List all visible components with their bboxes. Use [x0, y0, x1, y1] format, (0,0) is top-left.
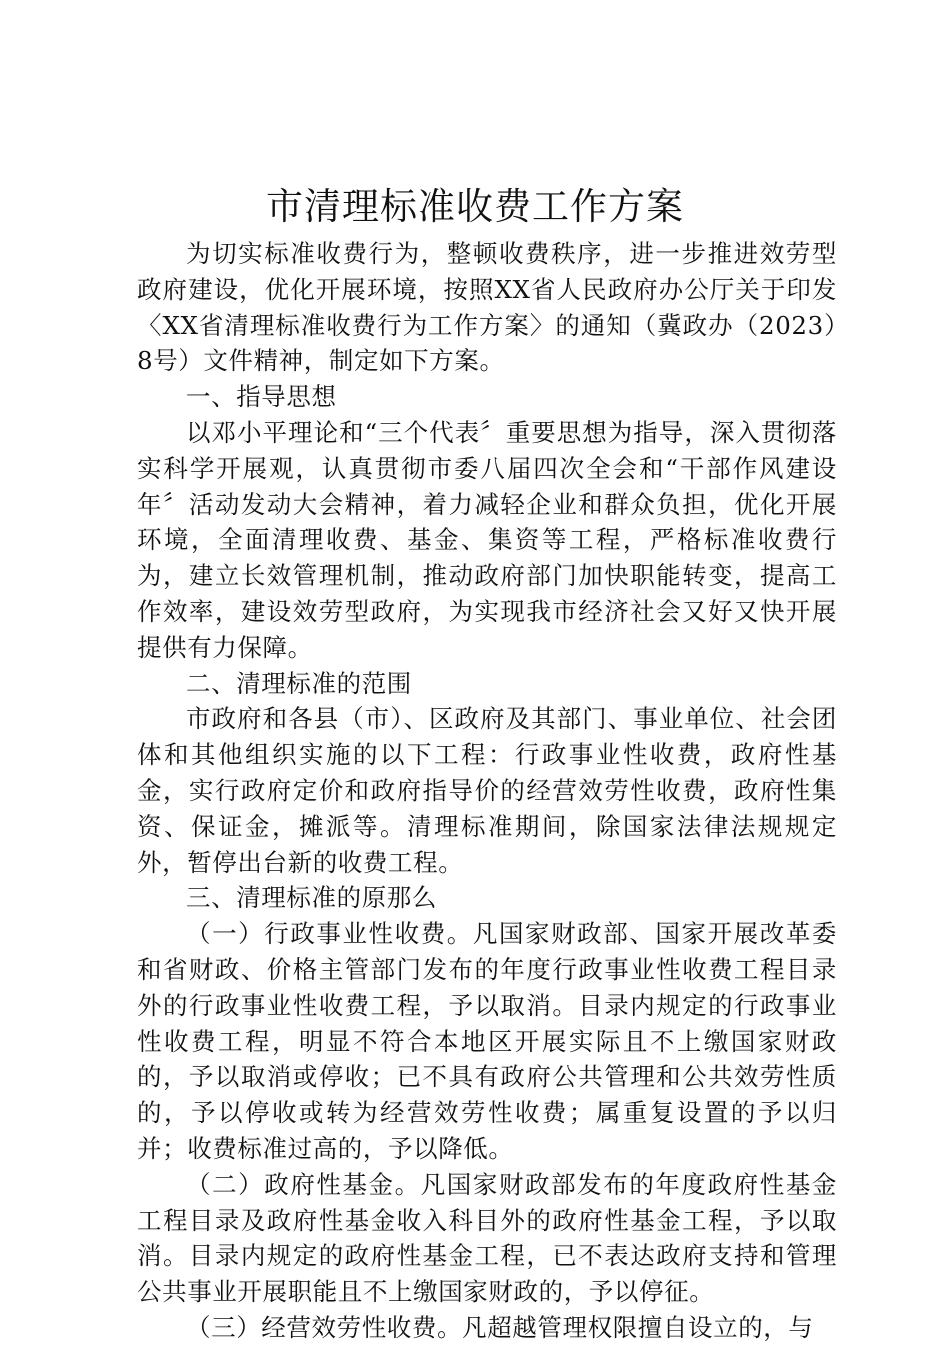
section-heading-guiding-ideology: 一、指导思想 — [186, 382, 337, 412]
guiding-ideology-paragraph: 以邓小平理论和“三个代表〞重要思想为指导，深入贯彻落实科学开展观，认真贯彻市委八届四次全会和“干部作风建设年〞活动发动大会精神，着力减轻企业和群众负担，优化开展环境，全面清理收费、基金、集资等工程，严格标准收费行为，建立长效管理机制，推动政府部门加快职能转变，提高工作效率，建设效劳型政府，为实现我市经济社会又好又快开展提供有力保障。 — [137, 417, 837, 662]
section-heading-scope: 二、清理标准的范围 — [186, 668, 412, 698]
scope-paragraph: 市政府和各县（市）、区政府及其部门、事业单位、社会团体和其他组织实施的以下工程：行政事业性收费，政府性基金，实行政府定价和政府指导价的经营效劳性收费，政府性集资、保证金，摊派等。清理标准期间，除国家法律法规规定外，暂停出台新的收费工程。 — [137, 704, 837, 877]
document-title: 市清理标准收费工作方案 — [266, 185, 684, 228]
principle-administrative-fees: （一）行政事业性收费。凡国家财政部、国家开展改革委和省财政、价格主管部门发布的年度行政事业性收费工程目录外的行政事业性收费工程，予以取消。目录内规定的行政事业性收费工程，明显不符合本地区开展实际且不上缴国家财政的，予以取消或停收；已不具有政府公共管理和公共效劳性质的，予以停收或转为经营效劳性收费；属重复设置的予以归并；收费标准过高的，予以降低。 — [137, 919, 837, 1163]
section-heading-principles: 三、清理标准的原那么 — [186, 883, 437, 913]
principle-government-funds: （二）政府性基金。凡国家财政部发布的年度政府性基金工程目录及政府性基金收入科目外的政府性基金工程，予以取消。目录内规定的政府性基金工程，已不表达政府支持和管理公共事业开展职能且不上缴国家财政的，予以停征。 — [137, 1169, 837, 1307]
principle-service-fees: （三）经营效劳性收费。凡超越管理权限擅自设立的，与 — [186, 1312, 814, 1342]
document-body — [137, 236, 837, 1346]
intro-paragraph: 为切实标准收费行为，整顿收费秩序，进一步推进效劳型政府建设，优化开展环境，按照XX省人民政府办公厅关于印发〈XX省清理标准收费行为工作方案〉的通知（冀政办（2023）8号）文件精神，制定如下方案。 — [137, 239, 837, 376]
